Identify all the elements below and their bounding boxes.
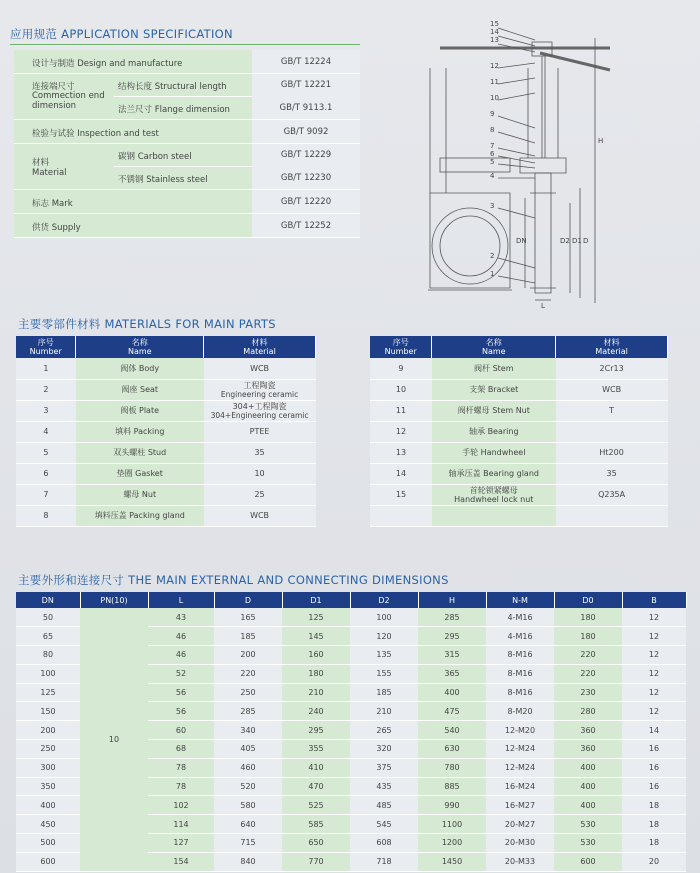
- part-label: 4: [490, 172, 495, 180]
- table-cell: 18: [622, 796, 686, 815]
- table-cell: 410: [282, 758, 350, 777]
- table-cell: 12: [622, 683, 686, 702]
- col-header-l: L: [148, 592, 214, 608]
- part-label: 8: [490, 126, 495, 134]
- table-cell: 295: [418, 627, 486, 646]
- table-cell: 320: [350, 740, 418, 759]
- part-label: 2: [490, 252, 495, 260]
- table-cell: 125: [16, 683, 80, 702]
- table-row: 10 支架 Bracket WCB: [370, 379, 668, 400]
- table-cell: 210: [350, 702, 418, 721]
- table-cell: 8-M16: [486, 646, 554, 665]
- spec-label: 材料: [32, 158, 50, 168]
- table-cell: 300: [16, 758, 80, 777]
- table-cell: 405: [214, 740, 282, 759]
- table-cell: 145: [282, 627, 350, 646]
- table-cell: 540: [418, 721, 486, 740]
- dim-label: DN: [516, 237, 527, 245]
- table-cell: 608: [350, 834, 418, 853]
- materials-table-right: [370, 336, 668, 527]
- table-cell: 56: [148, 683, 214, 702]
- table-cell: 220: [554, 664, 622, 683]
- part-label: 10: [490, 94, 499, 102]
- table-row: 13 手轮 Handwheel Ht200: [370, 442, 668, 463]
- col-header-d0: D0: [554, 592, 622, 608]
- spec-label-en: Commection end dimension: [32, 91, 105, 111]
- table-row: 2 阀座 Seat 工程陶瓷 Engineering ceramic: [16, 379, 316, 400]
- table-cell: 50: [16, 608, 80, 627]
- spec-label: 检验与试验 Inspection and test: [32, 129, 159, 139]
- spec-row: [14, 50, 360, 74]
- table-cell: 20-M33: [486, 852, 554, 871]
- spec-value: GB/T 9113.1: [279, 102, 333, 113]
- table-cell: 46: [148, 627, 214, 646]
- table-cell: 150: [16, 702, 80, 721]
- table-cell: 280: [554, 702, 622, 721]
- table-cell: 180: [554, 627, 622, 646]
- spec-label: 设计与制造 Design and manufacture: [32, 59, 183, 69]
- table-cell: 585: [282, 815, 350, 834]
- table-cell: 400: [554, 796, 622, 815]
- table-cell: 780: [418, 758, 486, 777]
- table-cell: 12: [622, 608, 686, 627]
- spec-sub-label: 不锈钢 Stainless steel: [118, 175, 208, 185]
- table-cell: 360: [554, 740, 622, 759]
- table-cell: 20-M30: [486, 834, 554, 853]
- table-row: 3 阀板 Plate 304+工程陶瓷 304+Engineering ceramic: [16, 400, 316, 421]
- table-cell: 200: [214, 646, 282, 665]
- table-cell: 400: [16, 796, 80, 815]
- part-label: 11: [490, 78, 499, 86]
- spec-row: [14, 120, 360, 144]
- table-cell: 20-M27: [486, 815, 554, 834]
- table-cell: 475: [418, 702, 486, 721]
- table-cell: 600: [16, 852, 80, 871]
- table-row: 4 填料 Packing PTEE: [16, 421, 316, 442]
- part-label: 13: [490, 36, 499, 44]
- table-cell: 650: [282, 834, 350, 853]
- table-cell: 8-M16: [486, 664, 554, 683]
- table-cell: 12-M24: [486, 740, 554, 759]
- part-label: 15: [490, 20, 499, 28]
- table-cell: 8-M20: [486, 702, 554, 721]
- table-row: 1 阀体 Body WCB: [16, 358, 316, 379]
- table-cell: 14: [622, 721, 686, 740]
- spec-row: [14, 190, 360, 214]
- table-cell: 43: [148, 608, 214, 627]
- table-row: 8 填料压盖 Packing gland WCB: [16, 505, 316, 526]
- dimensions-title: 主要外形和连接尺寸 THE MAIN EXTERNAL AND CONNECTING DIMENSIONS: [18, 573, 449, 587]
- spec-split-line: [114, 166, 252, 167]
- table-cell: 715: [214, 834, 282, 853]
- materials-table-left: [16, 336, 316, 527]
- table-cell: 355: [282, 740, 350, 759]
- col-header-n-m: N-M: [486, 592, 554, 608]
- col-header-d: D: [214, 592, 282, 608]
- table-cell: 185: [350, 683, 418, 702]
- table-cell: 16: [622, 777, 686, 796]
- table-cell: 600: [554, 852, 622, 871]
- table-cell: 230: [554, 683, 622, 702]
- table-cell: 12-M20: [486, 721, 554, 740]
- table-cell: 530: [554, 834, 622, 853]
- dim-label: D1: [572, 237, 582, 245]
- spec-label: 供货 Supply: [32, 223, 81, 233]
- table-cell: 990: [418, 796, 486, 815]
- col-header-pn-10-: PN(10): [80, 592, 148, 608]
- table-cell: 100: [350, 608, 418, 627]
- table-cell: 545: [350, 815, 418, 834]
- part-label: 6: [490, 150, 495, 158]
- spec-value: GB/T 12220: [280, 196, 332, 207]
- table-cell: 485: [350, 796, 418, 815]
- table-cell: 100: [16, 664, 80, 683]
- spec-value: GB/T 12229: [280, 150, 332, 161]
- part-label: 1: [490, 270, 495, 278]
- table-cell: 250: [16, 740, 80, 759]
- dim-label: D: [583, 237, 589, 245]
- table-cell: 52: [148, 664, 214, 683]
- table-cell: 210: [282, 683, 350, 702]
- col-name: 名称 Name: [76, 336, 204, 358]
- application-spec-table: [14, 50, 360, 238]
- table-cell: 1450: [418, 852, 486, 871]
- dim-label: D2: [560, 237, 570, 245]
- dimensions-table: [16, 592, 687, 872]
- spec-value: GB/T 12252: [280, 220, 332, 231]
- part-label: 12: [490, 62, 499, 70]
- spec-value: GB/T 12224: [280, 56, 332, 67]
- table-cell: 240: [282, 702, 350, 721]
- table-cell: 885: [418, 777, 486, 796]
- col-material: 材料 Material: [204, 336, 316, 358]
- col-name: 名称 Name: [432, 336, 556, 358]
- table-cell: 180: [282, 664, 350, 683]
- table-cell: 80: [16, 646, 80, 665]
- table-cell: 365: [418, 664, 486, 683]
- table-cell: 12: [622, 646, 686, 665]
- table-cell: 4-M16: [486, 627, 554, 646]
- table-cell: 135: [350, 646, 418, 665]
- table-row: 15 首轮锁紧螺母 Handwheel lock nut Q235A: [370, 484, 668, 505]
- table-cell: 630: [418, 740, 486, 759]
- table-cell: 520: [214, 777, 282, 796]
- table-cell: 56: [148, 702, 214, 721]
- table-cell: 16-M24: [486, 777, 554, 796]
- table-cell: 315: [418, 646, 486, 665]
- table-cell: 65: [16, 627, 80, 646]
- spec-split-line: [114, 96, 252, 97]
- table-cell: 375: [350, 758, 418, 777]
- table-row: 9 阀杆 Stem 2Cr13: [370, 358, 668, 379]
- spec-row: [14, 74, 360, 120]
- table-cell: 68: [148, 740, 214, 759]
- spec-value: GB/T 12230: [280, 172, 332, 183]
- table-cell: 350: [16, 777, 80, 796]
- pn-value-cell: 10: [80, 608, 148, 871]
- table-cell: 154: [148, 852, 214, 871]
- dim-label: L: [541, 302, 545, 308]
- table-row: [16, 608, 686, 627]
- table-cell: 16: [622, 740, 686, 759]
- table-cell: 155: [350, 664, 418, 683]
- table-cell: 125: [282, 608, 350, 627]
- table-cell: 525: [282, 796, 350, 815]
- table-cell: 400: [418, 683, 486, 702]
- table-cell: 114: [148, 815, 214, 834]
- table-row: 6 垫圈 Gasket 10: [16, 463, 316, 484]
- col-header-b: B: [622, 592, 686, 608]
- table-row: 5 双头螺柱 Stud 35: [16, 442, 316, 463]
- part-label: 14: [490, 28, 499, 36]
- part-label: 7: [490, 142, 495, 150]
- table-cell: 60: [148, 721, 214, 740]
- table-cell: 295: [282, 721, 350, 740]
- spec-row: [14, 214, 360, 238]
- table-row: 12 轴承 Bearing: [370, 421, 668, 442]
- table-cell: 460: [214, 758, 282, 777]
- part-label: 3: [490, 202, 495, 210]
- table-cell: 718: [350, 852, 418, 871]
- table-cell: 840: [214, 852, 282, 871]
- spec-sub-label: 碳钢 Carbon steel: [118, 152, 192, 162]
- table-cell: 1100: [418, 815, 486, 834]
- table-cell: 435: [350, 777, 418, 796]
- col-header-dn: DN: [16, 592, 80, 608]
- table-cell: 20: [622, 852, 686, 871]
- table-cell: 770: [282, 852, 350, 871]
- table-cell: 400: [554, 777, 622, 796]
- part-label: 9: [490, 110, 495, 118]
- table-cell: 18: [622, 834, 686, 853]
- table-cell: 18: [622, 815, 686, 834]
- spec-row: [14, 144, 360, 190]
- table-cell: 46: [148, 646, 214, 665]
- table-cell: 400: [554, 758, 622, 777]
- table-cell: 8-M16: [486, 683, 554, 702]
- table-row: 7 螺母 Nut 25: [16, 484, 316, 505]
- spec-sub-label: 结构长度 Structural length: [118, 82, 227, 92]
- spec-label: 标志 Mark: [32, 199, 73, 209]
- table-cell: 12: [622, 627, 686, 646]
- table-cell: 185: [214, 627, 282, 646]
- table-cell: 127: [148, 834, 214, 853]
- table-cell: 580: [214, 796, 282, 815]
- table-cell: 4-M16: [486, 608, 554, 627]
- table-cell: 12: [622, 702, 686, 721]
- table-cell: 360: [554, 721, 622, 740]
- table-cell: 530: [554, 815, 622, 834]
- table-cell: 165: [214, 608, 282, 627]
- table-cell: 180: [554, 608, 622, 627]
- table-cell: 1200: [418, 834, 486, 853]
- application-spec-title: 应用规范 APPLICATION SPECIFICATION: [10, 27, 233, 41]
- col-number: 序号 Number: [16, 336, 76, 358]
- table-cell: 265: [350, 721, 418, 740]
- table-cell: 160: [282, 646, 350, 665]
- knife-gate-valve-drawing: [410, 18, 650, 308]
- table-cell: 640: [214, 815, 282, 834]
- spec-sub-label: 法兰尺寸 Flange dimension: [118, 105, 230, 115]
- table-cell: 220: [214, 664, 282, 683]
- col-header-d1: D1: [282, 592, 350, 608]
- table-cell: 500: [16, 834, 80, 853]
- table-cell: 220: [554, 646, 622, 665]
- table-cell: 78: [148, 758, 214, 777]
- table-cell: 470: [282, 777, 350, 796]
- table-cell: 16-M27: [486, 796, 554, 815]
- table-cell: 12: [622, 664, 686, 683]
- application-spec-underline: [10, 44, 360, 45]
- table-cell: 285: [418, 608, 486, 627]
- table-cell: 120: [350, 627, 418, 646]
- materials-title: 主要零部件材料 MATERIALS FOR MAIN PARTS: [18, 317, 276, 331]
- table-row: 14 轴承压盖 Bearing gland 35: [370, 463, 668, 484]
- table-row: 11 阀杆螺母 Stem Nut T: [370, 400, 668, 421]
- spec-value: GB/T 12221: [280, 80, 332, 91]
- table-cell: 12-M24: [486, 758, 554, 777]
- table-cell: 285: [214, 702, 282, 721]
- table-cell: 250: [214, 683, 282, 702]
- table-cell: 16: [622, 758, 686, 777]
- table-cell: 102: [148, 796, 214, 815]
- table-cell: 450: [16, 815, 80, 834]
- spec-value: GB/T 9092: [283, 126, 329, 137]
- dim-label: H: [598, 137, 604, 145]
- table-cell: 200: [16, 721, 80, 740]
- col-header-d2: D2: [350, 592, 418, 608]
- part-label: 5: [490, 158, 495, 166]
- table-cell: 78: [148, 777, 214, 796]
- table-row: [370, 505, 668, 526]
- col-header-h: H: [418, 592, 486, 608]
- col-material: 材料 Material: [556, 336, 668, 358]
- col-number: 序号 Number: [370, 336, 432, 358]
- spec-label: 连接端尺寸: [32, 82, 75, 92]
- table-cell: 340: [214, 721, 282, 740]
- spec-label-en: Material: [32, 168, 67, 178]
